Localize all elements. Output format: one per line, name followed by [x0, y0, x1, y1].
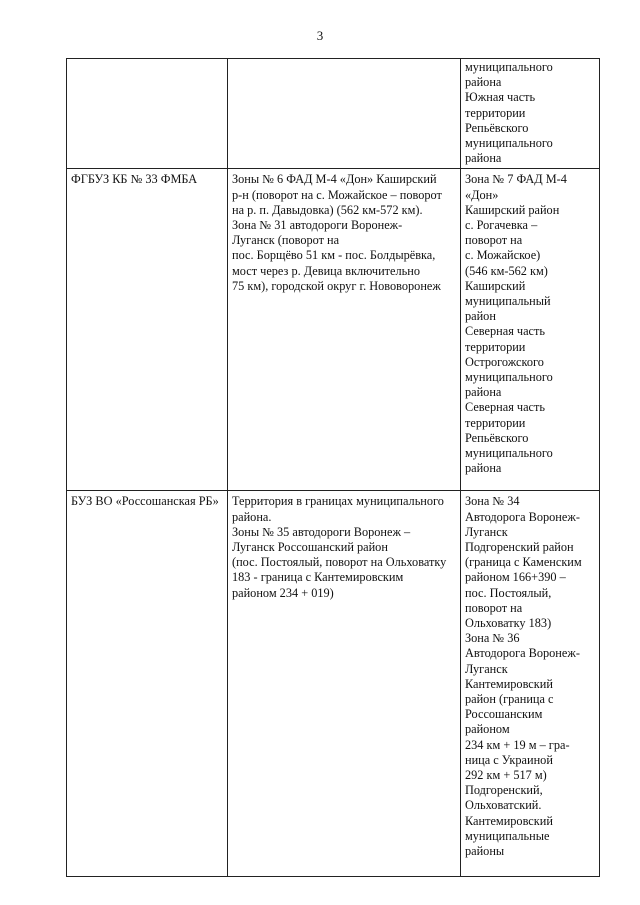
territory-line: поворот на	[465, 600, 523, 615]
zones-cell	[228, 491, 461, 877]
territory-line: поворот на	[465, 233, 523, 248]
territory-line: Автодорога Воронеж-	[465, 509, 580, 524]
territory-line: Автодорога Воронеж-	[465, 646, 580, 661]
territory-line: муниципального	[465, 136, 553, 151]
territory-line: (граница с Каменским	[465, 555, 582, 570]
territory-line: Репьёвского	[465, 120, 529, 135]
territory-line: района	[465, 461, 502, 476]
table-row	[67, 59, 600, 169]
territory-line: районом 166+390 –	[465, 570, 566, 585]
org-name: БУЗ ВО «Россошанская РБ»	[71, 494, 219, 509]
zones-line: Территория в границах муниципального	[232, 494, 444, 509]
territory-line: с. Можайское)	[465, 248, 541, 263]
territory-line: муниципальные	[465, 828, 550, 843]
territory-line: Зона № 34	[465, 494, 520, 509]
territory-line: территории	[465, 339, 526, 354]
org-cell	[67, 169, 228, 491]
territory-line: Каширский район	[465, 202, 560, 217]
territory-line: район	[465, 309, 496, 324]
territory-line: района	[465, 75, 502, 90]
territory-line: Кантемировский	[465, 813, 553, 828]
territory-line: Северная часть	[465, 400, 546, 415]
zones-line: Зона № 31 автодороги Воронеж-	[232, 218, 403, 233]
zones-cell	[228, 169, 461, 491]
page-number: 3	[316, 28, 324, 43]
territory-line: Северная часть	[465, 324, 546, 339]
zones-line: Луганск (поворот на	[232, 233, 340, 248]
table-row	[67, 491, 600, 877]
territory-line: муниципального	[465, 370, 553, 385]
territory-line: муниципальный	[465, 294, 551, 309]
zones-line: 183 - граница с Кантемировским	[232, 570, 404, 585]
territory-line: с. Рогачевка –	[465, 218, 538, 233]
territory-line: Подгоренский,	[465, 783, 543, 798]
zones-line: районом 234 + 019)	[232, 585, 334, 600]
territory-line: территории	[465, 415, 526, 430]
territory-line: района	[465, 151, 502, 166]
territory-line: район (граница с	[465, 692, 554, 707]
zones-line: пос. Борщёво 51 км - пос. Болдырёвка,	[232, 248, 436, 263]
territory-line: Репьёвского	[465, 430, 529, 445]
org-cell	[67, 491, 228, 877]
zones-line: Зоны № 35 автодороги Воронеж –	[232, 524, 411, 539]
territory-cell	[461, 169, 600, 491]
zones-line: мост через р. Девица включительно	[232, 263, 420, 278]
territory-line: пос. Постоялый,	[465, 585, 552, 600]
territory-line: Острогожского	[465, 354, 544, 369]
territory-line: муниципального	[465, 60, 553, 74]
territory-line: Ольховатский.	[465, 798, 542, 813]
territory-line: «Дон»	[465, 187, 499, 202]
zones-line: р-н (поворот на с. Можайское – поворот	[232, 187, 442, 202]
territory-line: района	[465, 385, 502, 400]
territory-line: районы	[465, 844, 505, 859]
zones-cell	[228, 59, 461, 169]
territory-line: Зона № 7 ФАД М-4	[465, 172, 567, 187]
zones-line: 75 км), городской округ г. Нововоронеж	[232, 278, 441, 293]
zones-line: на р. п. Давыдовка) (562 км-572 км).	[232, 202, 423, 217]
territory-line: Ольховатку 183)	[465, 616, 552, 631]
territory-line: Кантемировский	[465, 676, 553, 691]
territory-line: Южная часть	[465, 90, 536, 105]
territory-line: Россошанским	[465, 707, 543, 722]
zones-line: района.	[232, 509, 272, 524]
territory-line: 234 км + 19 м – гра-	[465, 737, 570, 752]
zones-line: Зоны № 6 ФАД М-4 «Дон» Каширский	[232, 172, 437, 187]
zones-table-body	[67, 59, 600, 877]
zones-line: (пос. Постоялый, поворот на Ольховатку	[232, 555, 447, 570]
territory-line: Зона № 36	[465, 631, 520, 646]
zones-table	[66, 58, 600, 877]
territory-cell	[461, 491, 600, 877]
territory-line: Каширский	[465, 278, 526, 293]
org-cell	[67, 59, 228, 169]
territory-line: Луганск	[465, 524, 508, 539]
territory-line: муниципального	[465, 446, 553, 461]
org-name: ФГБУЗ КБ № 33 ФМБА	[71, 172, 198, 187]
territory-line: ница с Украиной	[465, 752, 553, 767]
territory-line: районом	[465, 722, 510, 737]
zones-line: Луганск Россошанский район	[232, 540, 388, 555]
territory-line: Подгоренский район	[465, 540, 574, 555]
table-row	[67, 169, 600, 491]
territory-line: (546 км-562 км)	[465, 263, 548, 278]
territory-line: 292 км + 517 м)	[465, 768, 547, 783]
territory-cell	[461, 59, 600, 169]
territory-line: Луганск	[465, 661, 508, 676]
territory-line: территории	[465, 105, 526, 120]
